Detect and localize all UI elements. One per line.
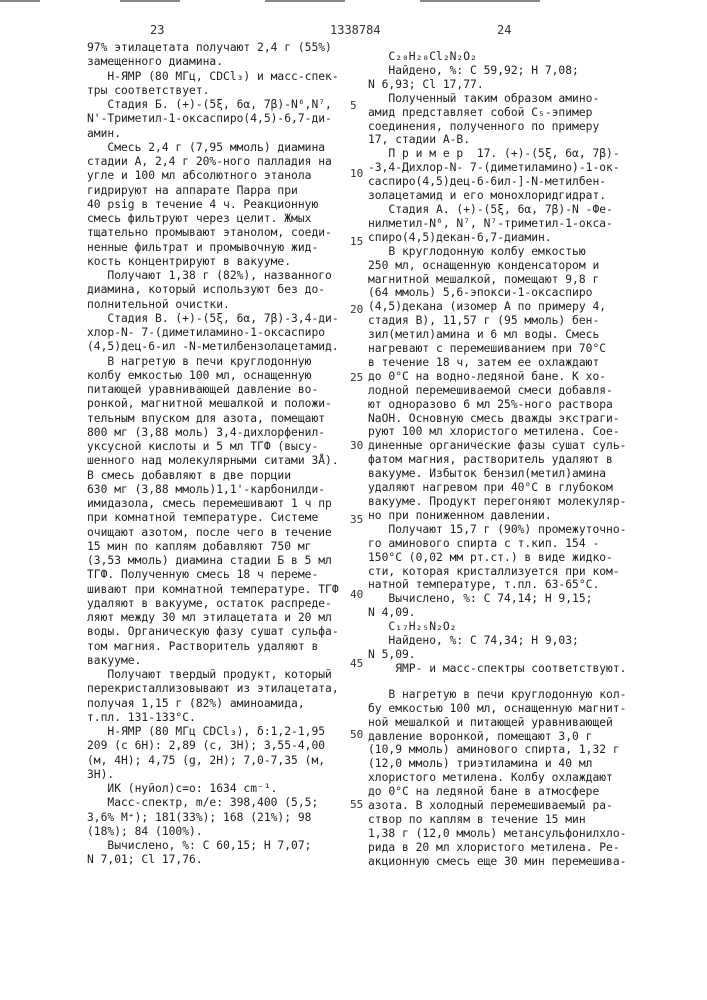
text-line: колбу емкостью 100 мл, оснащенную <box>87 369 339 383</box>
text-line: C₂₀H₂₈Cl₂N₂O₂ <box>368 50 626 64</box>
text-line: золацетамид и его монохлоридгидрат. <box>368 189 626 203</box>
page-number-left: 23 <box>150 23 164 37</box>
text-line: N 5,09. <box>368 648 626 662</box>
text-line: воды. Органическую фазу сушат сульфа- <box>87 625 339 639</box>
text-line: 150°С (0,02 мм рт.ст.) в виде жидко- <box>368 551 626 565</box>
text-line: ЯМР- и масс-спектры соответствуют. <box>368 662 626 676</box>
text-line: ляют между 30 мл этилацетата и 20 мл <box>87 611 339 625</box>
text-line: смесь фильтруют через целит. Жмых <box>87 212 339 226</box>
page-number-right: 24 <box>497 23 511 37</box>
text-line: (18%); 84 (100%). <box>87 825 339 839</box>
paragraph-gap <box>368 676 626 688</box>
text-line: том магния. Растворитель удаляют в <box>87 640 339 654</box>
scan-edge <box>420 0 540 2</box>
text-line: створ по каплям в течение 15 мин <box>368 813 626 827</box>
text-line: зил(метил)амина и 6 мл воды. Смесь <box>368 328 626 342</box>
text-line: до 0°С на водно-ледяной бане. К хо- <box>368 370 626 384</box>
text-line: N 7,01; Cl 17,76. <box>87 853 339 867</box>
text-line: давление воронкой, помещают 3,0 г <box>368 730 626 744</box>
text-line: тельным впуском для азота, помещают <box>87 412 339 426</box>
text-line: лодной перемешиваемой смеси добавля- <box>368 384 626 398</box>
text-line: удаляют в вакууме, остаток распреде- <box>87 597 339 611</box>
text-line: 800 мг (3,88 моль) 3,4-дихлорфенил- <box>87 426 339 440</box>
text-line: Н-ЯМР (80 МГц CDCl₃), δ:1,2-1,95 <box>87 725 339 739</box>
text-line: акционную смесь еще 30 мин перемешива- <box>368 855 626 869</box>
text-line: перекристаллизовывают из этилацетата, <box>87 682 339 696</box>
text-line: Получают 15,7 г (90%) промежуточно- <box>368 523 626 537</box>
text-line: тры соответствует. <box>87 84 339 98</box>
text-line: азота. В холодный перемешиваемый ра- <box>368 799 626 813</box>
patent-number: 1338784 <box>330 23 381 37</box>
scan-edge <box>265 0 345 2</box>
text-line: В нагретую в печи круглодонную <box>87 355 339 369</box>
text-line: N'-Триметил-1-оксаспиро(4,5)-6,7-ди- <box>87 112 339 126</box>
text-line: амин. <box>87 127 339 141</box>
text-line: В круглодонную колбу емкостью <box>368 245 626 259</box>
text-line: кость концентрируют в вакууме. <box>87 255 339 269</box>
text-line: фатом магния, растворитель удаляют в <box>368 453 626 467</box>
text-line: спиро(4,5)декан-6,7-диамин. <box>368 231 626 245</box>
text-line: уксусной кислоты и 5 мл ТГФ (высу- <box>87 440 339 454</box>
text-line: вакууме. Избыток бензил(метил)амина <box>368 467 626 481</box>
text-line: 250 мл, оснащенную конденсатором и <box>368 259 626 273</box>
line-number: 15 <box>350 235 363 248</box>
text-line: Стадия Б. (+)-(5ξ, 6α, 7β)-N⁶,N⁷, <box>87 98 339 112</box>
text-line: угле и 100 мл абсолютного этанола <box>87 169 339 183</box>
text-line: саспиро(4,5)дец-6-6ил-]-N-метилбен- <box>368 175 626 189</box>
scan-edge <box>0 0 40 2</box>
text-line: (3,53 ммоль) диамина стадии Б в 5 мл <box>87 554 339 568</box>
text-line: т.пл. 131-133°С. <box>87 711 339 725</box>
text-line: (10,9 ммоль) аминового спирта, 1,32 г <box>368 743 626 757</box>
text-line: ной мешалкой и питающей уравнивающей <box>368 716 626 730</box>
text-line: амид представляет собой C₅-эпимер <box>368 106 626 120</box>
text-line: магнитной мешалкой, помещают 9,8 г <box>368 273 626 287</box>
text-line: В смесь добавляют в две порции <box>87 469 339 483</box>
text-line: (м, 4Н); 4,75 (g, 2Н); 7,0-7,35 (м, <box>87 754 339 768</box>
text-line: имидазола, смесь перемешивают 1 ч пр <box>87 497 339 511</box>
text-line: шенного над молекулярными ситами 3Å). <box>87 454 339 468</box>
text-line: В нагретую в печи круглодонную кол- <box>368 688 626 702</box>
text-line: рида в 20 мл хлористого метилена. Ре- <box>368 841 626 855</box>
text-line: Вычислено, %: C 60,15; H 7,07; <box>87 839 339 853</box>
line-number: 35 <box>350 513 363 526</box>
line-number: 50 <box>350 728 363 741</box>
text-line: вакууме. Продукт перегоняют молекуляр- <box>368 495 626 509</box>
text-line: Получают твердый продукт, который <box>87 668 339 682</box>
text-line: соединения, полученного по примеру <box>368 120 626 134</box>
text-line: диненные органические фазы сушат суль- <box>368 439 626 453</box>
text-line: 630 мг (3,88 ммоль)1,1'-карбонилди- <box>87 483 339 497</box>
text-line: Найдено, %: C 59,92; H 7,08; <box>368 64 626 78</box>
text-line: 97% этилацетата получают 2,4 г (55%) <box>87 41 339 55</box>
text-line: нагревают с перемешиванием при 70°С <box>368 342 626 356</box>
text-line: Найдено, %: C 74,34; H 9,03; <box>368 634 626 648</box>
text-line: бу емкостью 100 мл, оснащенную магнит- <box>368 702 626 716</box>
text-line: (12,0 ммоль) триэтиламина и 40 мл <box>368 757 626 771</box>
text-line: полнительной очистки. <box>87 298 339 312</box>
text-line: удаляют нагревом при 40°С в глубоком <box>368 481 626 495</box>
text-line: Масс-спектр, m/e: 398,400 (5,5; <box>87 796 339 810</box>
text-line: сти, которая кристаллизуется при ком- <box>368 565 626 579</box>
text-line: го аминового спирта с т.кип. 154 - <box>368 537 626 551</box>
text-line: стадии А, 2,4 г 20%-ного палладия на <box>87 155 339 169</box>
text-line: NaOH. Основную смесь дважды экстраги- <box>368 412 626 426</box>
text-line: хлористого метилена. Колбу охлаждают <box>368 771 626 785</box>
line-number: 45 <box>350 657 363 670</box>
right-text-column <box>368 50 626 869</box>
text-line: (64 ммоль) 5,6-эпокси-1-оксаспиро <box>368 286 626 300</box>
text-line: руют 100 мл хлористого метилена. Сое- <box>368 425 626 439</box>
text-line: C₁₇H₂₅N₂O₂ <box>368 620 626 634</box>
text-line: 15 мин по каплям добавляют 750 мг <box>87 540 339 554</box>
text-line: в течение 18 ч, затем ее охлаждают <box>368 356 626 370</box>
line-number: 5 <box>350 99 357 112</box>
text-line: ИК (нуйол)c=o: 1634 cm⁻¹. <box>87 782 339 796</box>
text-line: до 0°С на ледяной бане в атмосфере <box>368 785 626 799</box>
text-line: тщательно промывают этанолом, соеди- <box>87 226 339 240</box>
line-number: 30 <box>350 439 363 452</box>
text-line: Стадия А. (+)-(5ξ, 6α, 7β)-N -Фе- <box>368 203 626 217</box>
text-line: ненные фильтрат и промывочную жид- <box>87 241 339 255</box>
line-number: 25 <box>350 371 363 384</box>
text-line: 17, стадии А-В. <box>368 133 626 147</box>
text-line: Смесь 2,4 г (7,95 ммоль) диамина <box>87 141 339 155</box>
text-line: стадия В), 11,57 г (95 ммоль) бен- <box>368 314 626 328</box>
text-line: 40 psig в течение 4 ч. Реакционную <box>87 198 339 212</box>
text-line: замещенного диамина. <box>87 55 339 69</box>
text-line: вакууме. <box>87 654 339 668</box>
text-line: питающей уравнивающей давление во- <box>87 383 339 397</box>
text-line: 3,6% M⁺); 181(33%); 168 (21%); 98 <box>87 811 339 825</box>
text-line: ТГФ. Полученную смесь 18 ч переме- <box>87 568 339 582</box>
text-line: но при пониженном давлении. <box>368 509 626 523</box>
left-text-column <box>87 41 339 868</box>
line-number: 20 <box>350 303 363 316</box>
line-number: 40 <box>350 588 363 601</box>
line-number: 10 <box>350 167 363 180</box>
text-line: Н-ЯМР (80 МГц, CDCl₃) и масс-спек- <box>87 70 339 84</box>
text-line: ронкой, магнитной мешалкой и положи- <box>87 397 339 411</box>
text-line: Полученный таким образом амино- <box>368 92 626 106</box>
text-line: нилметил-N⁶, N⁷, N⁷-триметил-1-окса- <box>368 217 626 231</box>
text-line: хлор-N- 7-(диметиламино-1-оксаспиро <box>87 326 339 340</box>
text-line: натной температуре, т.пл. 63-65°С. <box>368 578 626 592</box>
text-line: 209 (с 6Н): 2,89 (с, 3Н); 3,55-4,00 <box>87 739 339 753</box>
text-line: шивают при комнатной температуре. ТГФ <box>87 583 339 597</box>
text-line: Стадия В. (+)-(5ξ, 6α, 7β)-3,4-ди- <box>87 312 339 326</box>
line-number: 55 <box>350 798 363 811</box>
text-line: Вычислено, %: C 74,14; H 9,15; <box>368 592 626 606</box>
text-line: (4,5)дец-6-ил -N-метилбензолацетамид. <box>87 340 339 354</box>
text-line: 1,38 г (12,0 ммоль) метансульфонилхло- <box>368 827 626 841</box>
text-line: диамина, который используют без до- <box>87 283 339 297</box>
text-line: получая 1,15 г (82%) аминоамида, <box>87 697 339 711</box>
text-line: (4,5)декана (изомер А по примеру 4, <box>368 300 626 314</box>
text-line: П р и м е р 17. (+)-(5ξ, 6α, 7β)- <box>368 147 626 161</box>
scan-edge <box>120 0 180 2</box>
text-line: Получают 1,38 г (82%), названного <box>87 269 339 283</box>
text-line: N 6,93; Cl 17,77. <box>368 78 626 92</box>
text-line: очищают азотом, после чего в течение <box>87 526 339 540</box>
text-line: гидрируют на аппарате Парра при <box>87 184 339 198</box>
text-line: -3,4-Дихлор-N- 7-(диметиламино)-1-ок- <box>368 161 626 175</box>
text-line: ют одноразово 6 мл 25%-ного раствора <box>368 398 626 412</box>
text-line: при комнатной температуре. Системе <box>87 511 339 525</box>
text-line: 3Н). <box>87 768 339 782</box>
text-line: N 4,09. <box>368 606 626 620</box>
